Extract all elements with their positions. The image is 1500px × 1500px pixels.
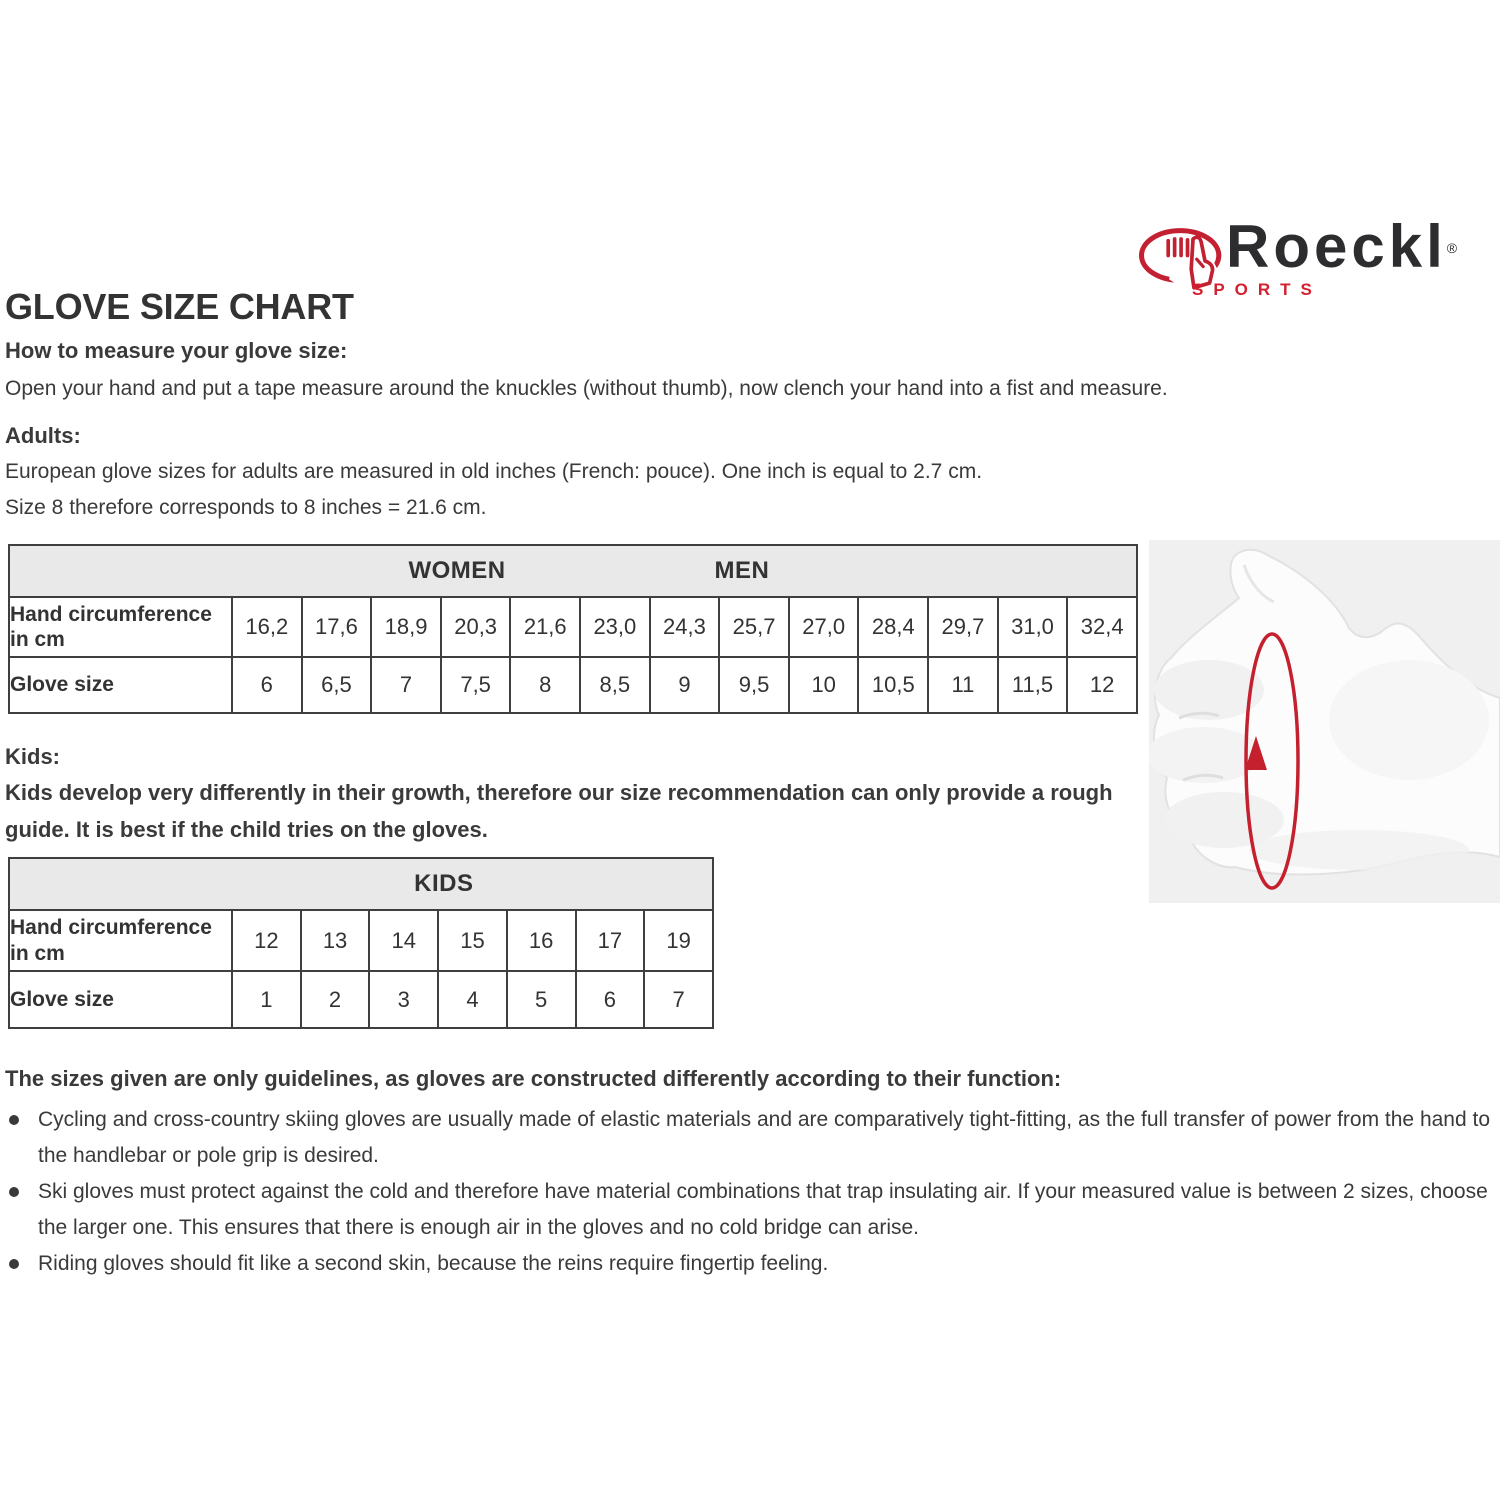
- roeckl-logo: [1130, 213, 1500, 308]
- hand-circumference-label: Hand circumference in cm: [9, 910, 232, 971]
- hand-circumference-value: 32,4: [1067, 597, 1137, 657]
- glove-size-value: 6,5: [302, 657, 372, 713]
- hand-circumference-value: 13: [301, 910, 370, 971]
- guidelines-heading: The sizes given are only guidelines, as gloves are constructed differently according to their function:: [5, 1066, 1062, 1091]
- glove-size-value: 5: [507, 971, 576, 1028]
- hand-circumference-value: 24,3: [650, 597, 720, 657]
- glove-size-value: 9,5: [719, 657, 789, 713]
- page-title: GLOVE SIZE CHART: [5, 286, 354, 328]
- adults-size-table: [8, 544, 1138, 714]
- glove-size-value: 8: [510, 657, 580, 713]
- glove-size-row: [9, 971, 713, 1028]
- glove-size-label: Glove size: [9, 657, 232, 713]
- glove-size-value: 7: [371, 657, 441, 713]
- glove-size-value: 10: [789, 657, 859, 713]
- guidelines-list: [5, 1102, 1492, 1282]
- group-label-kids: KIDS: [414, 870, 474, 897]
- glove-size-value: 11: [928, 657, 998, 713]
- hand-circumference-value: 16: [507, 910, 576, 971]
- measure-heading: How to measure your glove size:: [5, 338, 348, 363]
- hand-circumference-value: 23,0: [580, 597, 650, 657]
- hand-circumference-value: 14: [369, 910, 438, 971]
- hand-circumference-row: [9, 597, 1137, 657]
- registered-mark: ®: [1446, 240, 1458, 256]
- hand-circumference-value: 18,9: [371, 597, 441, 657]
- kids-text: Kids develop very differently in their growth, therefore our size recommendation can only provide a rough guide. It is best if the child tries on the gloves.: [5, 780, 1113, 842]
- glove-size-label: Glove size: [9, 971, 232, 1028]
- glove-size-value: 10,5: [858, 657, 928, 713]
- hand-circumference-value: 29,7: [928, 597, 998, 657]
- glove-size-value: 9: [650, 657, 720, 713]
- glove-size-value: 2: [301, 971, 370, 1028]
- glove-size-value: 12: [1067, 657, 1137, 713]
- hand-circumference-value: 12: [232, 910, 301, 971]
- glove-size-value: 6: [576, 971, 645, 1028]
- hand-circumference-value: 15: [438, 910, 507, 971]
- hand-circumference-row: [9, 910, 713, 971]
- glove-size-value: 1: [232, 971, 301, 1028]
- kids-size-table: [8, 857, 714, 1029]
- brand-subtitle: SPORTS: [1192, 280, 1322, 299]
- group-label-women: WOMEN: [408, 557, 506, 584]
- table-group-header: [9, 545, 1137, 597]
- glove-size-value: 8,5: [580, 657, 650, 713]
- glove-size-value: 7: [644, 971, 713, 1028]
- guideline-item: Ski gloves must protect against the cold and therefore have material combinations that trap insulating air. If your measured value is between 2 sizes, choose the larger one. This ensures that there is enough air in the gloves and no cold bridge can arise.: [5, 1174, 1492, 1246]
- adults-text-line1: European glove sizes for adults are measured in old inches (French: pouce). One inch is equal to 2.7 cm.: [5, 460, 983, 483]
- glove-size-row: [9, 657, 1137, 713]
- hand-circumference-label: Hand circumference in cm: [9, 597, 232, 657]
- hand-circumference-value: 19: [644, 910, 713, 971]
- glove-size-value: 7,5: [441, 657, 511, 713]
- hand-circumference-value: 17: [576, 910, 645, 971]
- kids-heading: Kids:: [5, 744, 60, 769]
- table-group-header: [9, 858, 713, 910]
- adults-heading: Adults:: [5, 423, 81, 448]
- hand-circumference-value: 20,3: [441, 597, 511, 657]
- hand-circumference-value: 17,6: [302, 597, 372, 657]
- hand-circumference-value: 21,6: [510, 597, 580, 657]
- hand-measurement-figure: [1149, 540, 1500, 903]
- glove-size-value: 4: [438, 971, 507, 1028]
- brand-name: Roeckl®: [1226, 213, 1458, 280]
- hand-circumference-value: 31,0: [998, 597, 1068, 657]
- guideline-item: Cycling and cross-country skiing gloves are usually made of elastic materials and are comparatively tight-fitting, as the full transfer of power from the hand to the handlebar or pole grip is desired.: [5, 1102, 1492, 1174]
- measure-text: Open your hand and put a tape measure around the knuckles (without thumb), now clench your hand into a fist and measure.: [5, 377, 1168, 400]
- group-label-men: MEN: [714, 557, 770, 584]
- hand-circumference-value: 28,4: [858, 597, 928, 657]
- glove-size-value: 6: [232, 657, 302, 713]
- adults-text-line2: Size 8 therefore corresponds to 8 inches = 21.6 cm.: [5, 496, 487, 519]
- guideline-item: Riding gloves should fit like a second skin, because the reins require fingertip feeling.: [5, 1246, 1492, 1282]
- glove-size-value: 3: [369, 971, 438, 1028]
- hand-circumference-value: 16,2: [232, 597, 302, 657]
- hand-circumference-value: 27,0: [789, 597, 859, 657]
- hand-photo-illustration: [1149, 540, 1500, 903]
- hand-circumference-value: 25,7: [719, 597, 789, 657]
- glove-size-value: 11,5: [998, 657, 1068, 713]
